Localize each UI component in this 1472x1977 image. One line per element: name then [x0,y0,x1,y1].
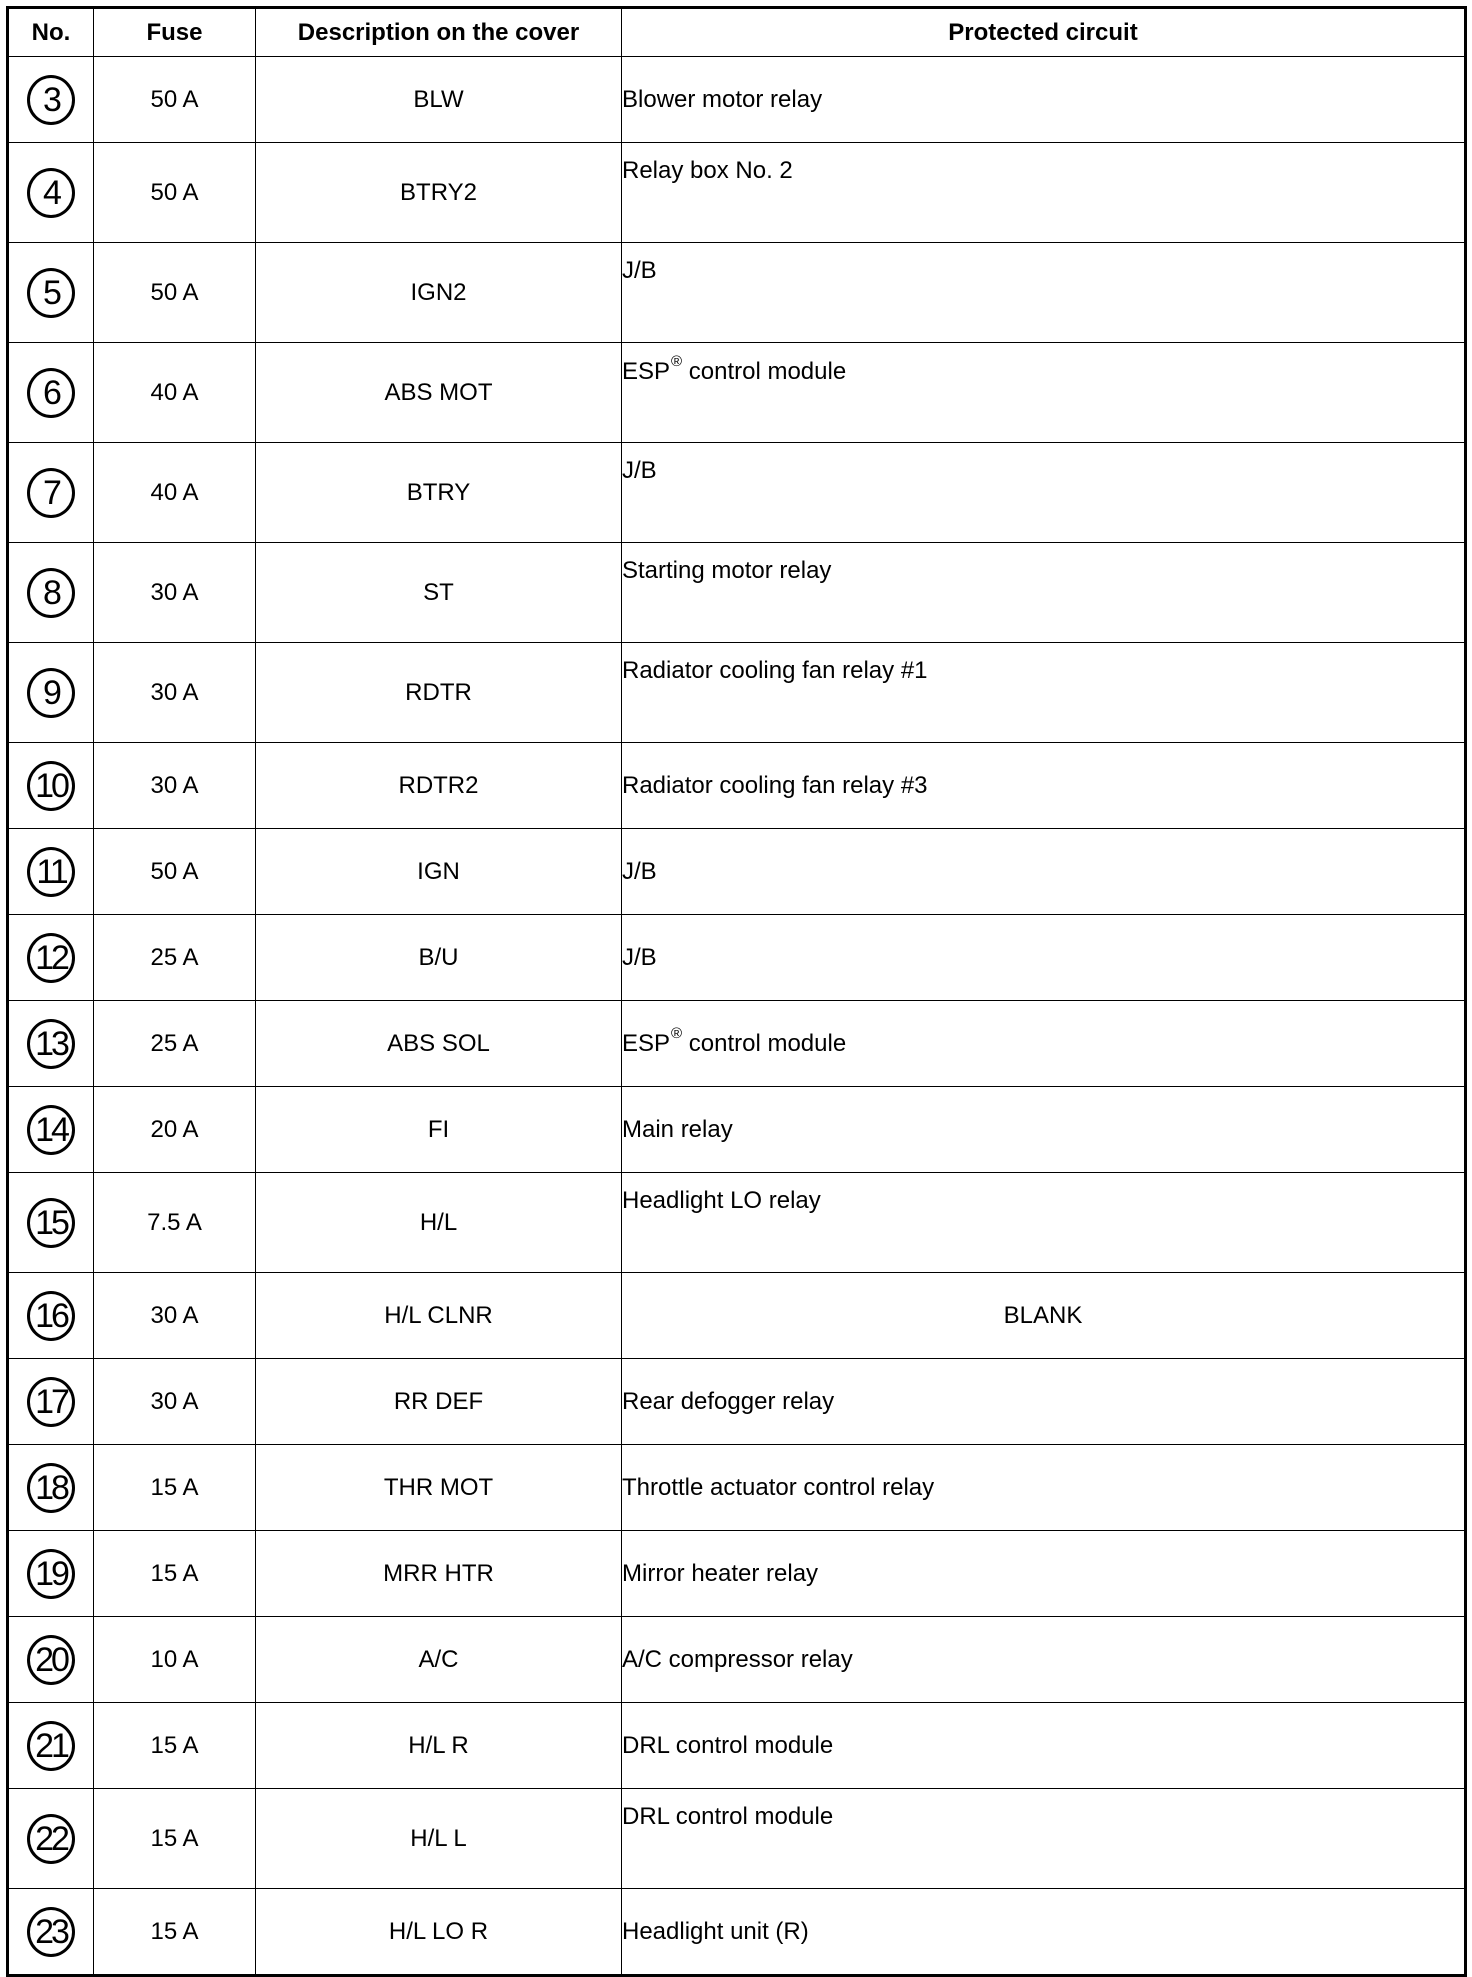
table-row [8,1617,1466,1703]
protected-circuit-cell: BLANK [622,1273,1466,1359]
table-row [8,743,1466,829]
circled-number-badge: 6 [27,368,75,418]
fuse-number-cell [8,143,94,243]
circled-number-badge: 16 [27,1291,75,1341]
fuse-rating-cell: 7.5 A [94,1173,256,1273]
fuse-number-cell [8,543,94,643]
table-row [8,543,1466,643]
fuse-number-cell [8,1789,94,1889]
fuse-rating-cell: 50 A [94,143,256,243]
table-row [8,1173,1466,1273]
cover-description-cell: BTRY2 [256,143,622,243]
cover-description-cell: FI [256,1087,622,1173]
fuse-rating-cell: 40 A [94,343,256,443]
circled-number-badge: 12 [27,933,75,983]
fuse-rating-cell: 50 A [94,243,256,343]
circled-number-badge: 3 [27,75,75,125]
fuse-rating-cell: 25 A [94,1001,256,1087]
fuse-number-cell [8,1445,94,1531]
header-row [8,8,1466,57]
cover-description-cell: H/L [256,1173,622,1273]
circled-number-badge: 17 [27,1377,75,1427]
circuit-text: ESP [622,358,671,385]
protected-circuit-cell: DRL control module [622,1789,1466,1889]
circuit-text-rest: control module [682,358,847,385]
fuse-number-cell [8,1359,94,1445]
header-protected-circuit: Protected circuit [622,8,1466,57]
registered-mark: ® [671,1025,683,1042]
protected-circuit-cell: J/B [622,915,1466,1001]
protected-circuit-cell: Main relay [622,1087,1466,1173]
circuit-text-rest: control module [682,1030,847,1057]
protected-circuit-cell: Radiator cooling fan relay #1 [622,643,1466,743]
fuse-number-cell [8,1617,94,1703]
fuse-number-cell [8,1889,94,1976]
protected-circuit-cell: A/C compressor relay [622,1617,1466,1703]
circled-number-badge: 20 [27,1635,75,1685]
table-row [8,829,1466,915]
circled-number-badge: 14 [27,1105,75,1155]
fuse-rating-cell: 10 A [94,1617,256,1703]
fuse-number-cell [8,243,94,343]
circled-number-badge: 9 [27,668,75,718]
table-row [8,1531,1466,1617]
fuse-number-cell [8,443,94,543]
fuse-rating-cell: 15 A [94,1789,256,1889]
fuse-number-cell [8,343,94,443]
table-row [8,1359,1466,1445]
table-row [8,1889,1466,1976]
table-row [8,1789,1466,1889]
cover-description-cell: B/U [256,915,622,1001]
circled-number-badge: 4 [27,168,75,218]
cover-description-cell: IGN2 [256,243,622,343]
protected-circuit-cell: Headlight LO relay [622,1173,1466,1273]
fuse-number-cell [8,1273,94,1359]
fuse-rating-cell: 30 A [94,1359,256,1445]
protected-circuit-cell: J/B [622,443,1466,543]
fuse-number-cell [8,829,94,915]
protected-circuit-cell: Blower motor relay [622,57,1466,143]
circled-number-badge: 7 [27,468,75,518]
protected-circuit-cell: Rear defogger relay [622,1359,1466,1445]
header-fuse: Fuse [94,8,256,57]
protected-circuit-cell: Radiator cooling fan relay #3 [622,743,1466,829]
fuse-rating-cell: 15 A [94,1445,256,1531]
circled-number-badge: 22 [27,1814,75,1864]
circled-number-badge: 23 [27,1907,75,1957]
fuse-number-cell [8,743,94,829]
cover-description-cell: H/L LO R [256,1889,622,1976]
table-row [8,143,1466,243]
cover-description-cell: ABS MOT [256,343,622,443]
fuse-number-cell [8,643,94,743]
fuse-number-cell [8,915,94,1001]
circled-number-badge: 8 [27,568,75,618]
cover-description-cell: RR DEF [256,1359,622,1445]
cover-description-cell: H/L CLNR [256,1273,622,1359]
table-row [8,643,1466,743]
fuse-table-container [6,6,1464,1951]
circled-number-badge: 21 [27,1721,75,1771]
fuse-rating-cell: 30 A [94,1273,256,1359]
fuse-number-cell [8,1001,94,1087]
cover-description-cell: RDTR2 [256,743,622,829]
circled-number-badge: 13 [27,1019,75,1069]
header-no: No. [8,8,94,57]
protected-circuit-cell: Mirror heater relay [622,1531,1466,1617]
circled-number-badge: 5 [27,268,75,318]
table-row [8,243,1466,343]
circled-number-badge: 15 [27,1198,75,1248]
circled-number-badge: 11 [27,847,75,897]
protected-circuit-cell [622,1001,1466,1087]
circuit-text: ESP [622,1030,671,1057]
cover-description-cell: BTRY [256,443,622,543]
protected-circuit-cell: DRL control module [622,1703,1466,1789]
fuse-number-cell [8,1703,94,1789]
cover-description-cell: ST [256,543,622,643]
fuse-number-cell [8,1531,94,1617]
protected-circuit-cell: Starting motor relay [622,543,1466,643]
protected-circuit-cell: J/B [622,243,1466,343]
cover-description-cell: IGN [256,829,622,915]
table-row [8,343,1466,443]
cover-description-cell: BLW [256,57,622,143]
fuse-rating-cell: 15 A [94,1889,256,1976]
table-row [8,1273,1466,1359]
cover-description-cell: THR MOT [256,1445,622,1531]
table-row [8,1001,1466,1087]
protected-circuit-cell: Relay box No. 2 [622,143,1466,243]
table-row [8,915,1466,1001]
cover-description-cell: A/C [256,1617,622,1703]
fuse-rating-cell: 20 A [94,1087,256,1173]
protected-circuit-cell [622,343,1466,443]
table-body [8,57,1466,1976]
cover-description-cell: H/L L [256,1789,622,1889]
fuse-rating-cell: 25 A [94,915,256,1001]
fuse-rating-cell: 30 A [94,643,256,743]
circled-number-badge: 19 [27,1549,75,1599]
cover-description-cell: H/L R [256,1703,622,1789]
fuse-rating-cell: 15 A [94,1531,256,1617]
header-description: Description on the cover [256,8,622,57]
fuse-rating-cell: 30 A [94,543,256,643]
circled-number-badge: 18 [27,1463,75,1513]
fuse-number-cell [8,57,94,143]
fuse-rating-cell: 50 A [94,57,256,143]
cover-description-cell: ABS SOL [256,1001,622,1087]
table-row [8,1703,1466,1789]
registered-mark: ® [671,353,683,370]
protected-circuit-cell: Throttle actuator control relay [622,1445,1466,1531]
table-row [8,1445,1466,1531]
fuse-rating-cell: 15 A [94,1703,256,1789]
circled-number-badge: 10 [27,761,75,811]
fuse-table [6,6,1467,1977]
cover-description-cell: RDTR [256,643,622,743]
table-row [8,443,1466,543]
fuse-rating-cell: 50 A [94,829,256,915]
fuse-rating-cell: 40 A [94,443,256,543]
protected-circuit-cell: J/B [622,829,1466,915]
cover-description-cell: MRR HTR [256,1531,622,1617]
table-row [8,1087,1466,1173]
fuse-number-cell [8,1087,94,1173]
protected-circuit-cell: Headlight unit (R) [622,1889,1466,1976]
fuse-rating-cell: 30 A [94,743,256,829]
fuse-number-cell [8,1173,94,1273]
table-row [8,57,1466,143]
